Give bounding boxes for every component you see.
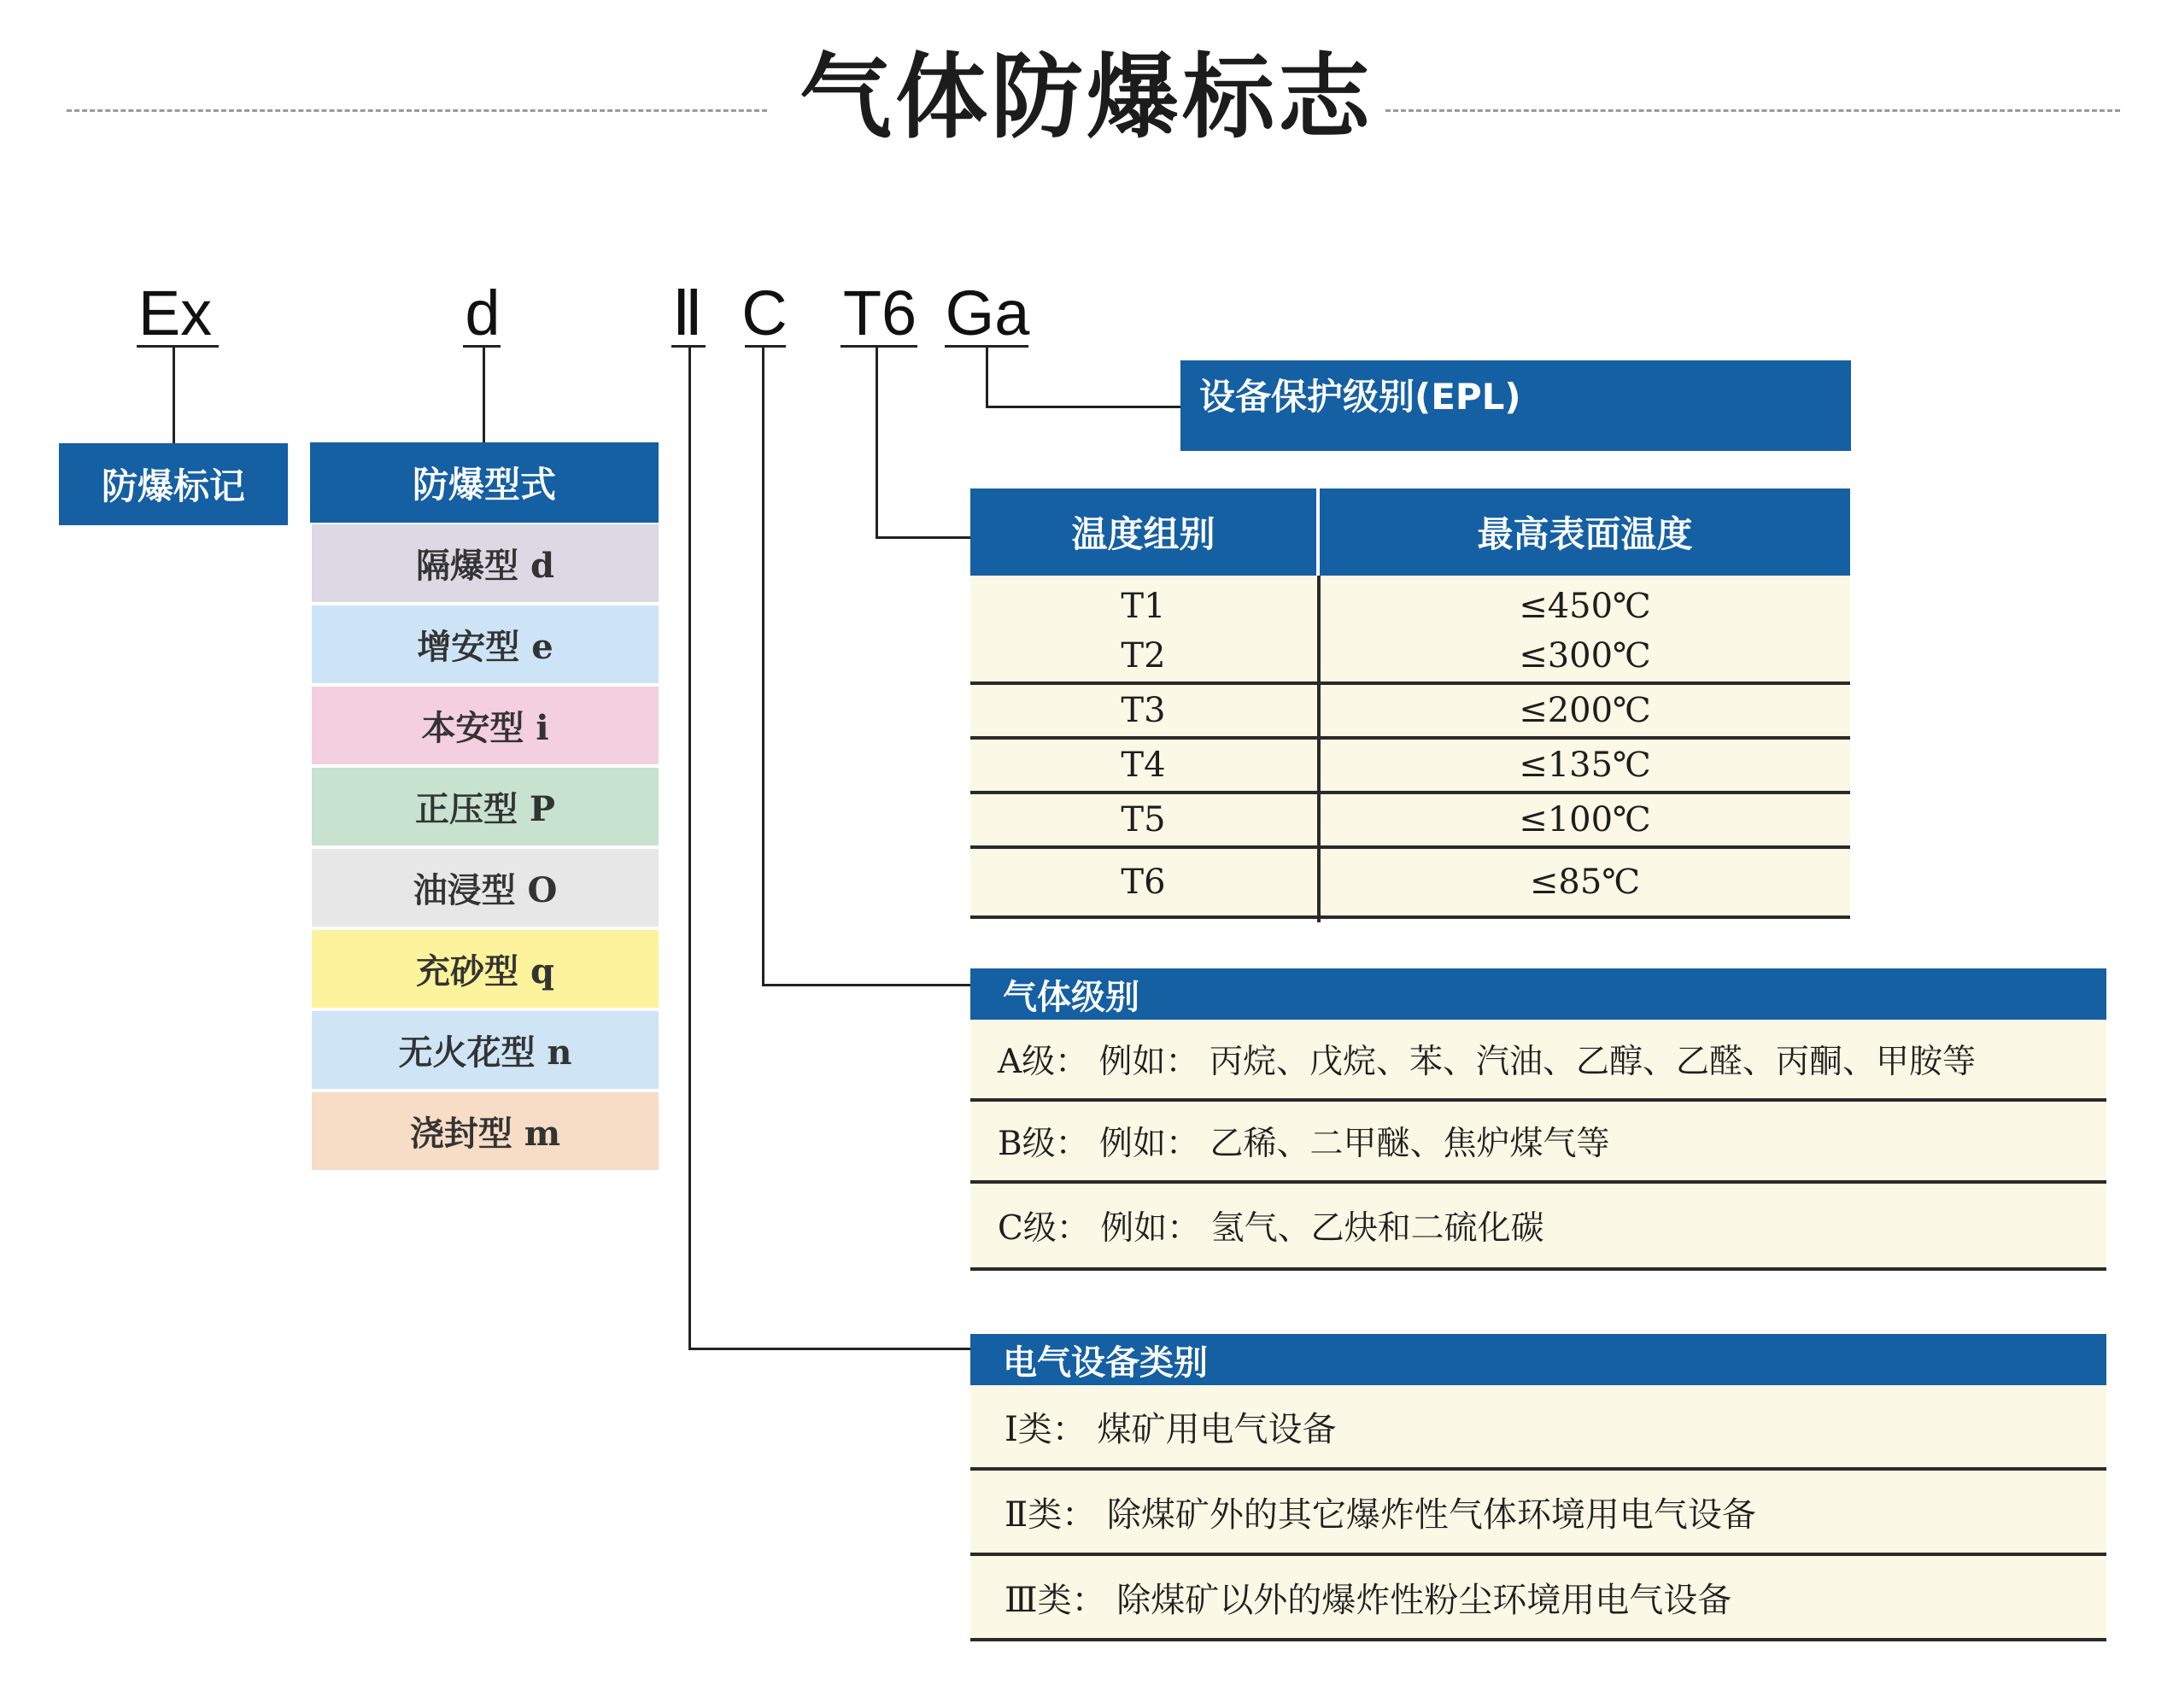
temperature-class-cell: T1 bbox=[1121, 587, 1166, 626]
marking-equipment-group: Ⅱ bbox=[671, 278, 704, 348]
connector-gas-v bbox=[762, 346, 764, 986]
protection-type-item bbox=[312, 1011, 659, 1089]
protection-type-label: 隔爆型 d bbox=[416, 546, 554, 586]
protection-type-label: 正压型 P bbox=[414, 789, 555, 829]
temperature-row bbox=[970, 740, 1850, 794]
temperature-row bbox=[970, 849, 1850, 919]
protection-type-label: 增安型 e bbox=[417, 627, 554, 667]
underline-type bbox=[463, 345, 501, 348]
protection-type-item bbox=[312, 930, 659, 1008]
marking-ex: Ex bbox=[138, 278, 213, 348]
underline-temp bbox=[840, 345, 917, 348]
connector-epl-v bbox=[986, 346, 988, 408]
max-surface-temp-cell: ≤200℃ bbox=[1519, 691, 1651, 730]
protection-type-header bbox=[310, 442, 659, 523]
temperature-row bbox=[970, 630, 1850, 685]
protection-type-label: 油浸型 O bbox=[413, 870, 558, 910]
connector-type bbox=[483, 346, 485, 444]
max-surface-temp-cell: ≤300℃ bbox=[1519, 636, 1651, 676]
title-left-divider bbox=[67, 109, 767, 112]
max-surface-temp-cell: ≤450℃ bbox=[1519, 587, 1651, 626]
temperature-table-header bbox=[970, 488, 1850, 576]
protection-type-header-label: 防爆型式 bbox=[412, 464, 556, 506]
marking-protection-type: d bbox=[465, 278, 501, 348]
temperature-class-cell: T5 bbox=[1121, 800, 1166, 839]
connector-gas-h bbox=[762, 984, 971, 986]
marking-gas-group: C bbox=[741, 278, 788, 348]
protection-type-label: 浇封型 m bbox=[409, 1114, 561, 1154]
equipment-category-header bbox=[970, 1334, 2106, 1385]
underline-gas bbox=[745, 345, 786, 348]
connector-ex bbox=[173, 346, 175, 445]
temperature-class-cell: T4 bbox=[1121, 746, 1166, 785]
connector-category-v bbox=[688, 346, 691, 1350]
protection-type-label: 充砂型 q bbox=[416, 951, 554, 991]
title-right-divider bbox=[1385, 109, 2120, 112]
protection-type-item bbox=[312, 1092, 659, 1170]
protection-type-item bbox=[312, 687, 659, 764]
marking-label: 防爆标记 bbox=[101, 465, 245, 507]
max-surface-temp-cell: ≤85℃ bbox=[1529, 863, 1641, 902]
marking-label-box bbox=[59, 443, 288, 525]
underline-ex bbox=[137, 345, 219, 348]
temperature-class-cell: T2 bbox=[1121, 636, 1166, 676]
gas-group-row: B级： 例如： 乙稀、二甲醚、焦炉煤气等 bbox=[970, 1102, 2106, 1184]
equipment-category-row: Ⅲ类： 除煤矿以外的爆炸性粉尘环境用电气设备 bbox=[970, 1556, 2106, 1641]
protection-type-item bbox=[312, 605, 659, 683]
gas-group-header bbox=[970, 968, 2106, 1020]
equipment-category-row: Ⅱ类： 除煤矿外的其它爆炸性气体环境用电气设备 bbox=[970, 1471, 2106, 1556]
max-surface-temp-cell: ≤100℃ bbox=[1519, 800, 1651, 839]
epl-label: 设备保护级别(EPL) bbox=[1199, 376, 1521, 418]
temperature-row bbox=[970, 794, 1850, 849]
page-title: 气体防爆标志 bbox=[799, 44, 1374, 151]
connector-temp-v bbox=[876, 346, 878, 539]
max-surface-temp-cell: ≤135℃ bbox=[1519, 746, 1651, 785]
protection-type-item bbox=[312, 849, 659, 927]
equipment-category-header-label: 电气设备类别 bbox=[1003, 1342, 1208, 1383]
protection-type-label: 本安型 i bbox=[421, 708, 549, 748]
connector-temp-h bbox=[876, 536, 971, 539]
protection-type-item bbox=[312, 768, 659, 845]
marking-temperature-class: T6 bbox=[842, 278, 917, 348]
gas-group-row: A级： 例如： 丙烷、戊烷、苯、汽油、乙醇、乙醛、丙酮、甲胺等 bbox=[970, 1020, 2106, 1102]
epl-box bbox=[1180, 360, 1851, 451]
protection-type-item bbox=[312, 524, 659, 602]
gas-group-row: C级： 例如： 氢气、乙炔和二硫化碳 bbox=[970, 1184, 2106, 1271]
marking-epl: Ga bbox=[945, 278, 1030, 348]
equipment-category-row: Ⅰ类： 煤矿用电气设备 bbox=[970, 1385, 2106, 1471]
temp-header-class: 温度组别 bbox=[1071, 513, 1215, 555]
temperature-class-cell: T3 bbox=[1121, 691, 1166, 730]
temperature-table-divider bbox=[1317, 576, 1321, 922]
temperature-class-cell: T6 bbox=[1121, 863, 1166, 902]
protection-type-label: 无火花型 n bbox=[398, 1032, 572, 1073]
connector-epl-h bbox=[986, 406, 1180, 408]
gas-group-header-label: 气体级别 bbox=[1003, 977, 1139, 1017]
connector-category-h bbox=[688, 1348, 971, 1350]
temperature-row bbox=[970, 685, 1850, 740]
temp-header-max: 最高表面温度 bbox=[1477, 513, 1693, 555]
